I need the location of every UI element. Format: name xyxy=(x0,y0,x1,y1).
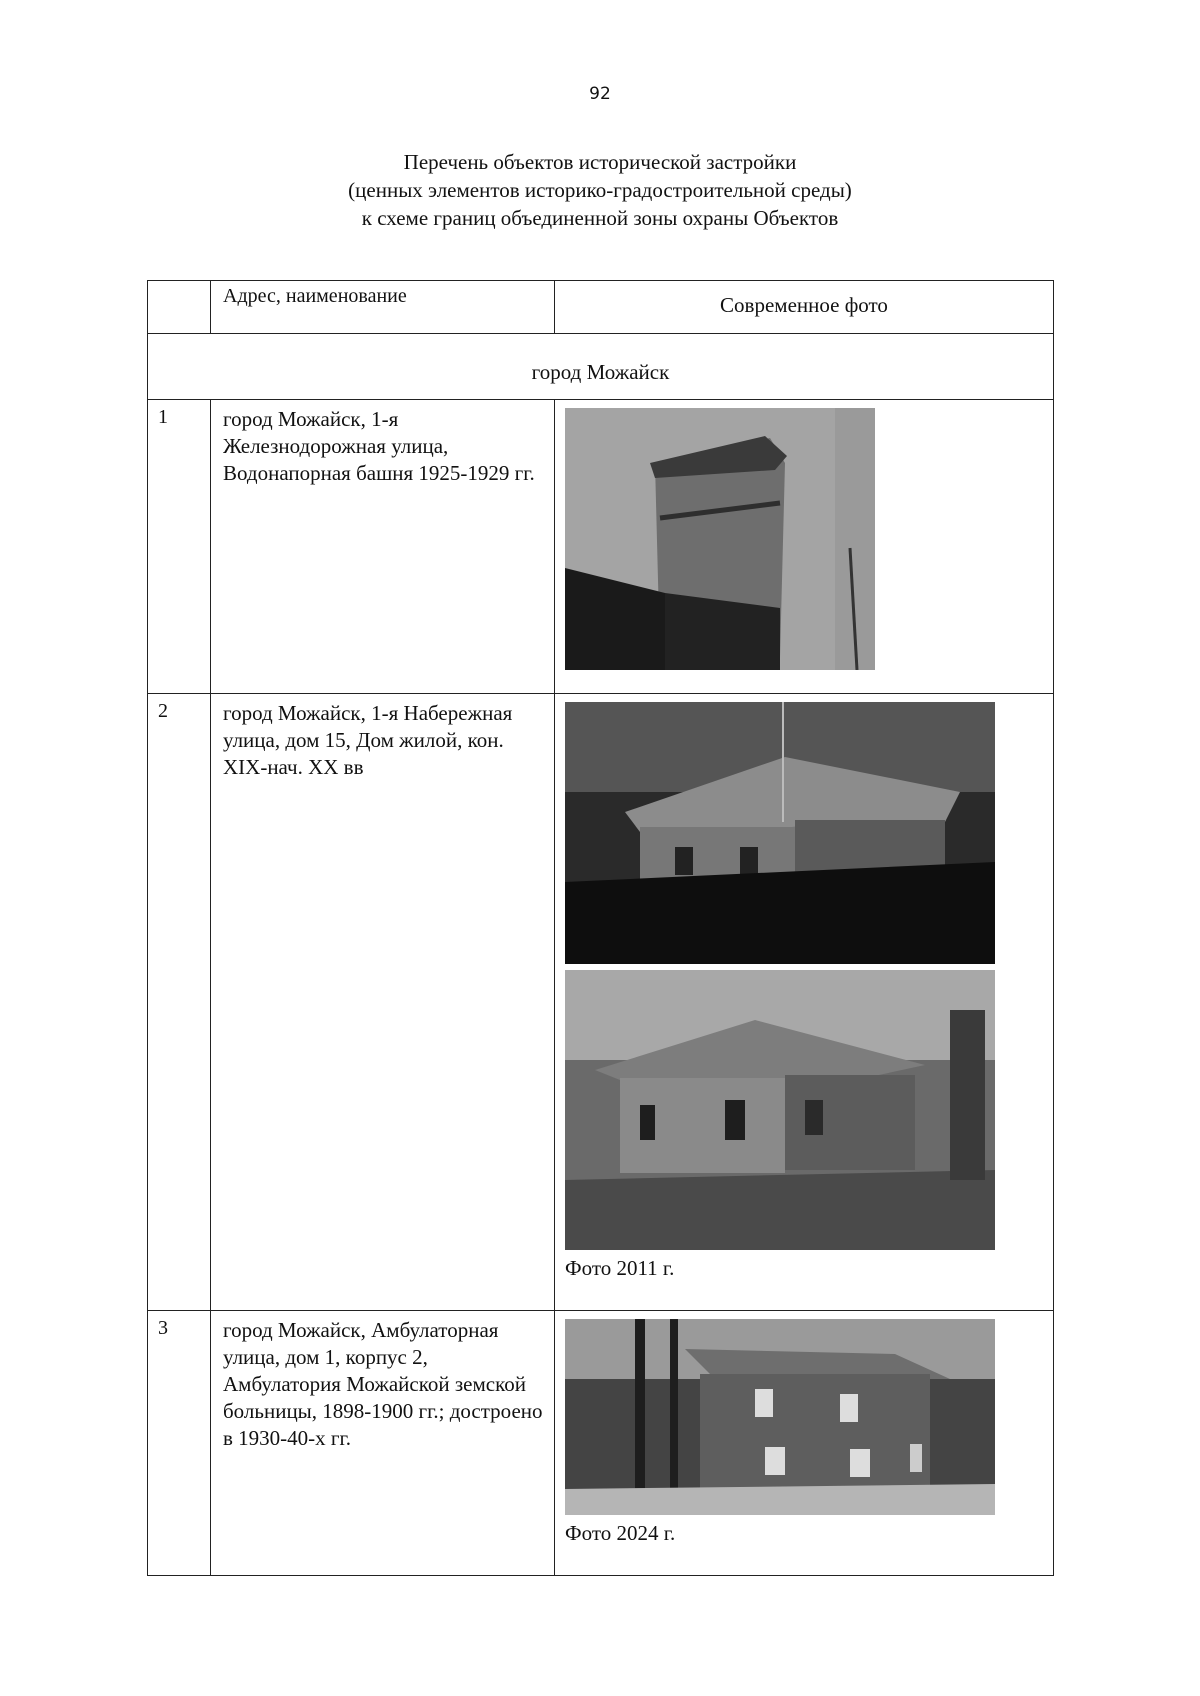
objects-table xyxy=(147,280,1054,1576)
title-line-2: (ценных элементов историко-градостроительной среды) xyxy=(348,178,852,202)
house-photo-1 xyxy=(565,702,995,964)
photo-caption: Фото 2024 г. xyxy=(565,1521,676,1545)
row-number: 2 xyxy=(148,694,211,1311)
row-photo-cell xyxy=(555,694,1054,1311)
clinic-photo xyxy=(565,1319,995,1515)
row-address: город Можайск, Амбулаторная улица, дом 1, корпус 2, Амбулатория Можайской земской больницы, 1898-1900 гг.; достроено в 1930-40-х гг. xyxy=(211,1311,555,1576)
header-photo: Современное фото xyxy=(555,281,1054,334)
title-line-3: к схеме границ объединенной зоны охраны Объектов xyxy=(361,206,839,230)
house-photo-2 xyxy=(565,970,995,1250)
row-photo-cell xyxy=(555,400,1054,694)
section-city: город Можайск xyxy=(148,334,1054,400)
table-row xyxy=(148,400,1054,694)
water-tower-photo xyxy=(565,408,875,670)
row-photo-cell xyxy=(555,1311,1054,1576)
table-row xyxy=(148,694,1054,1311)
row-number: 3 xyxy=(148,1311,211,1576)
row-address: город Можайск, 1-я Железнодорожная улица, Водонапорная башня 1925-1929 гг. xyxy=(211,400,555,694)
header-num-cell xyxy=(148,281,211,334)
page-number: 92 xyxy=(589,84,611,104)
row-number: 1 xyxy=(148,400,211,694)
header-address: Адрес, наименование xyxy=(211,281,555,334)
photo-caption: Фото 2011 г. xyxy=(565,1256,675,1280)
document-title xyxy=(0,148,1200,232)
title-line-1: Перечень объектов исторической застройки xyxy=(403,150,797,174)
table-row xyxy=(148,1311,1054,1576)
section-row xyxy=(148,334,1054,400)
row-address: город Можайск, 1-я Набережная улица, дом 15, Дом жилой, кон. XIX-нач. XX вв xyxy=(211,694,555,1311)
table-header-row xyxy=(148,281,1054,334)
